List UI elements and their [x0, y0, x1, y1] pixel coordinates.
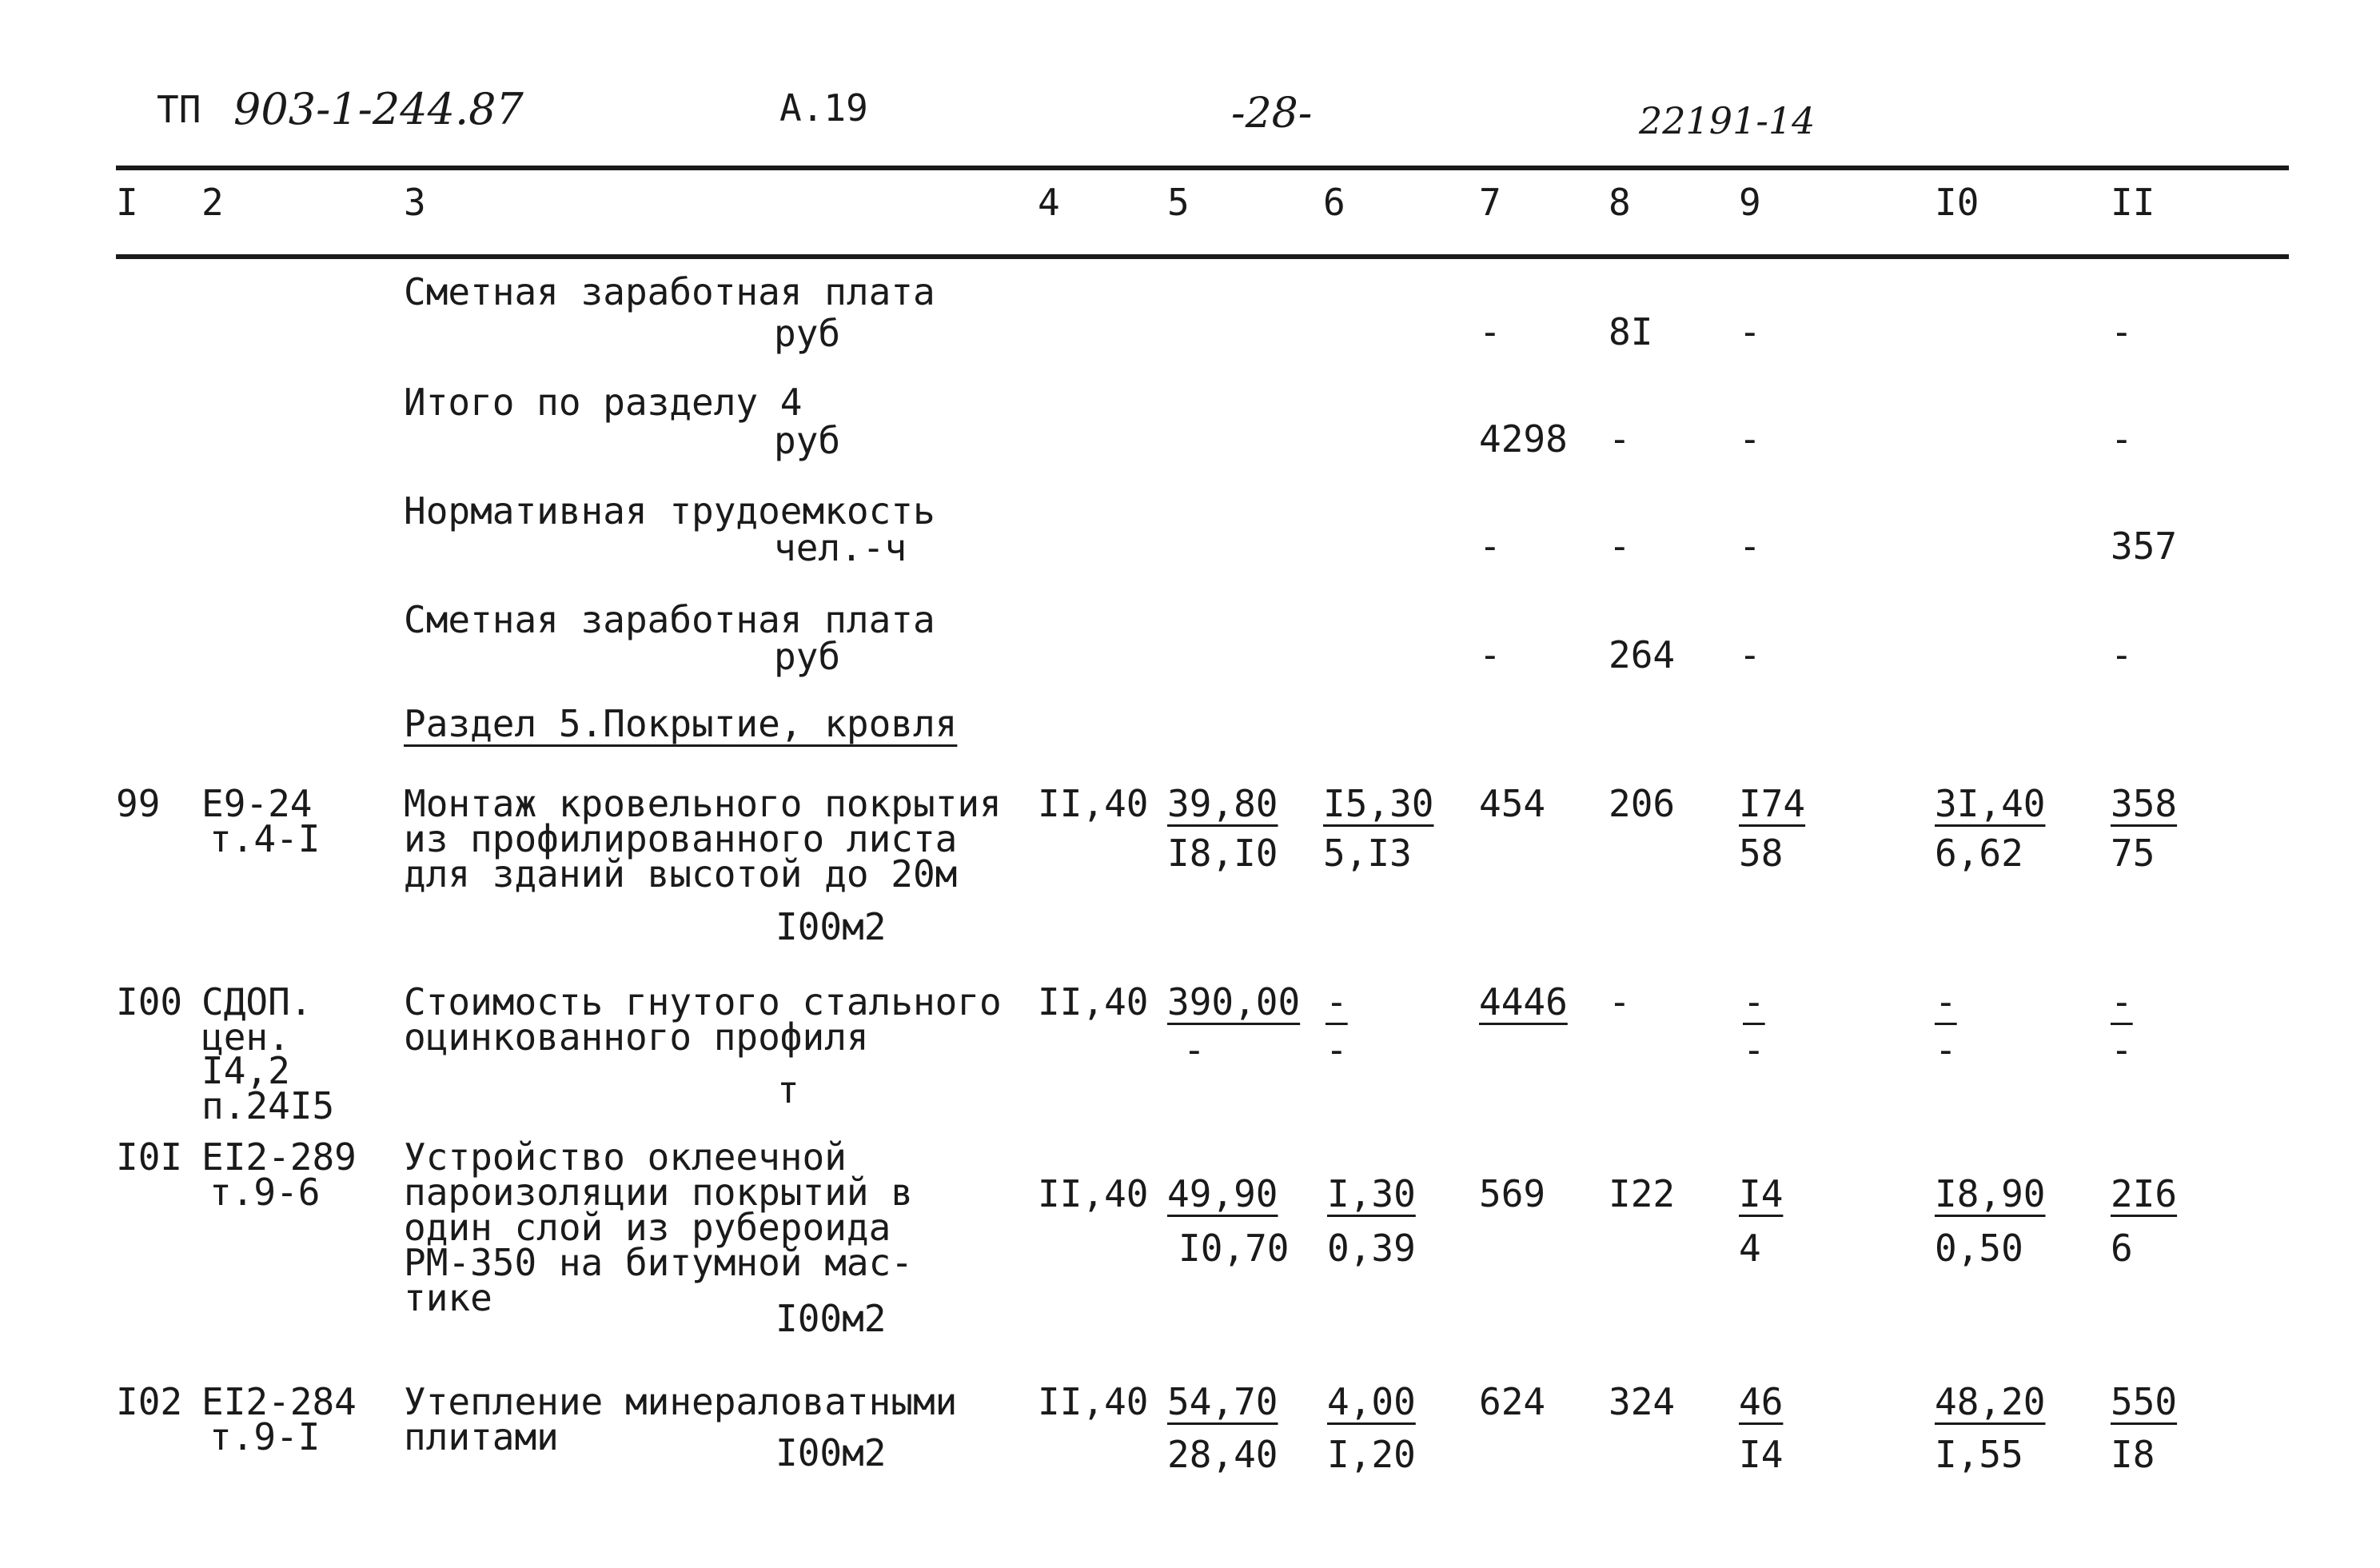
cell-col6-bottom: - — [1326, 1028, 1348, 1071]
cell-col4: II,40 — [1038, 1380, 1149, 1423]
work-description: тике — [404, 1276, 492, 1319]
norm-code: т.9-6 — [209, 1171, 321, 1214]
cell-col9-top: - — [1743, 980, 1765, 1023]
cell-col9: - — [1739, 633, 1761, 676]
col-9-header: 9 — [1739, 181, 1761, 224]
work-description: Устройство оклеечной — [404, 1135, 847, 1179]
cell-col9: - — [1739, 525, 1761, 568]
cell-col7: 4446 — [1479, 980, 1568, 1023]
cell-col11: - — [2111, 310, 2133, 353]
measure-unit: I00м2 — [775, 1297, 887, 1340]
cell-col11-top: - — [2111, 980, 2133, 1023]
cell-col9-bottom: I4 — [1739, 1433, 1784, 1476]
col-3-header: 3 — [404, 181, 426, 224]
cell-col7: 454 — [1479, 782, 1546, 825]
col-8-header: 8 — [1609, 181, 1631, 224]
album-number: А.19 — [779, 86, 868, 130]
cell-col8: - — [1609, 417, 1631, 461]
cell-col9-top: 46 — [1739, 1380, 1784, 1423]
cell-col7: 624 — [1479, 1380, 1546, 1423]
col-2-header: 2 — [201, 181, 224, 224]
work-description: пароизоляции покрытий в — [404, 1171, 913, 1214]
cell-col9-top: I4 — [1739, 1172, 1784, 1215]
summary-title: Сметная заработная плата — [404, 270, 935, 313]
col-4-header: 4 — [1038, 181, 1060, 224]
work-description: для зданий высотой до 20м — [404, 852, 958, 896]
cell-col8: 324 — [1609, 1380, 1676, 1423]
cell-col11-bottom: I8 — [2111, 1433, 2155, 1476]
work-description: РМ-350 на битумной мас- — [404, 1241, 913, 1284]
cell-col11: - — [2111, 633, 2133, 676]
cell-col9: - — [1739, 310, 1761, 353]
cell-col10-top: I8,90 — [1935, 1172, 2046, 1215]
cell-col5-bottom: - — [1183, 1028, 1206, 1071]
col-7-header: 7 — [1479, 181, 1501, 224]
cell-col9-bottom: 58 — [1739, 832, 1784, 875]
cell-col10-top: - — [1935, 980, 1957, 1023]
cell-col7: - — [1479, 525, 1501, 568]
cell-col10-bottom: - — [1935, 1028, 1957, 1071]
summary-unit: руб — [774, 312, 841, 355]
summary-title: Итого по разделу 4 — [404, 381, 803, 424]
cell-col5-bottom: 28,40 — [1167, 1433, 1278, 1476]
cell-col6-top: 4,00 — [1327, 1380, 1416, 1423]
cell-col8: 8I — [1609, 310, 1653, 353]
cell-col9-bottom: 4 — [1739, 1227, 1761, 1270]
cell-col8: 264 — [1609, 633, 1676, 676]
cell-col10-bottom: 6,62 — [1935, 832, 2023, 875]
summary-title: Нормативная трудоемкость — [404, 489, 935, 533]
measure-unit: I00м2 — [775, 905, 887, 948]
col-1-header: I — [116, 181, 138, 224]
cell-col11-bottom: 6 — [2111, 1227, 2133, 1270]
cell-col10-top: 3I,40 — [1935, 782, 2046, 825]
cell-col5-top: 39,80 — [1167, 782, 1278, 825]
cell-col9: - — [1739, 417, 1761, 461]
cell-col6-bottom: 0,39 — [1327, 1227, 1416, 1270]
summary-unit: руб — [774, 635, 841, 678]
cell-col10-top: 48,20 — [1935, 1380, 2046, 1423]
cell-col5-top: 390,00 — [1167, 980, 1301, 1023]
cell-col6-top: - — [1326, 980, 1348, 1023]
norm-code: т.9-I — [209, 1415, 321, 1458]
cell-col4: II,40 — [1038, 782, 1149, 825]
cell-col5-bottom: I0,70 — [1178, 1227, 1290, 1270]
row-number: I00 — [116, 980, 183, 1023]
work-description: плитами — [404, 1415, 559, 1458]
work-description: Утепление минераловатными — [404, 1380, 958, 1423]
cell-col11: 357 — [2111, 525, 2178, 568]
work-description: один слой из рубероида — [404, 1206, 891, 1249]
norm-code: I4,2 — [201, 1049, 290, 1092]
cell-col6-bottom: 5,I3 — [1323, 832, 1412, 875]
work-description: Монтаж кровельного покрытия — [404, 782, 1002, 825]
row-number: I02 — [116, 1380, 183, 1423]
cell-col8: - — [1609, 525, 1631, 568]
work-description: оцинкованного профиля — [404, 1015, 869, 1059]
col-5-header: 5 — [1167, 181, 1190, 224]
row-number: 99 — [116, 782, 161, 825]
norm-code: СДОП. — [201, 980, 313, 1023]
col-6-header: 6 — [1323, 181, 1345, 224]
cell-col7: - — [1479, 633, 1501, 676]
cell-col10-bottom: I,55 — [1935, 1433, 2023, 1476]
page-number: -28- — [1231, 90, 1313, 138]
summary-unit: чел.-ч — [774, 526, 907, 569]
cell-col6-top: I,30 — [1327, 1172, 1416, 1215]
cell-col8: I22 — [1609, 1172, 1676, 1215]
cell-col7: 4298 — [1479, 417, 1568, 461]
norm-code: ЕI2-284 — [201, 1380, 357, 1423]
cell-col5-top: 54,70 — [1167, 1380, 1278, 1423]
work-description: из профилированного листа — [404, 817, 958, 860]
measure-unit: т — [777, 1068, 799, 1111]
tp-number: 903-1-244.87 — [233, 84, 524, 134]
cell-col5-bottom: I8,I0 — [1167, 832, 1278, 875]
norm-code: т.4-I — [209, 817, 321, 860]
measure-unit: I00м2 — [775, 1431, 887, 1474]
cell-col7: - — [1479, 310, 1501, 353]
norm-code: Е9-24 — [201, 782, 313, 825]
cell-col11-top: 550 — [2111, 1380, 2178, 1423]
cell-col9-top: I74 — [1739, 782, 1806, 825]
cell-col8: - — [1609, 980, 1631, 1023]
tp-prefix: ТП — [157, 88, 201, 131]
cell-col11-top: 2I6 — [2111, 1172, 2178, 1215]
cell-col11: - — [2111, 417, 2133, 461]
norm-code: цен. — [201, 1015, 290, 1059]
norm-code: ЕI2-289 — [201, 1135, 357, 1179]
cell-col7: 569 — [1479, 1172, 1546, 1215]
col-11-header: II — [2111, 181, 2155, 224]
cell-col11-bottom: - — [2111, 1028, 2133, 1071]
cell-col4: II,40 — [1038, 980, 1149, 1023]
cell-col5-top: 49,90 — [1167, 1172, 1278, 1215]
header-top-rule — [116, 166, 2289, 170]
norm-code: п.24I5 — [201, 1084, 335, 1127]
document-code: 22191-14 — [1639, 99, 1816, 142]
cell-col6-top: I5,30 — [1323, 782, 1434, 825]
work-description: Стоимость гнутого стального — [404, 980, 1002, 1023]
summary-title: Сметная заработная плата — [404, 598, 935, 641]
header-bottom-rule — [116, 254, 2289, 259]
cell-col11-top: 358 — [2111, 782, 2178, 825]
cell-col4: II,40 — [1038, 1172, 1149, 1215]
cell-col9-bottom: - — [1743, 1028, 1765, 1071]
cell-col6-bottom: I,20 — [1327, 1433, 1416, 1476]
row-number: I0I — [116, 1135, 183, 1179]
col-10-header: I0 — [1935, 181, 1979, 224]
cell-col10-bottom: 0,50 — [1935, 1227, 2023, 1270]
summary-unit: руб — [774, 419, 841, 462]
cell-col11-bottom: 75 — [2111, 832, 2155, 875]
section-5-title: Раздел 5.Покрытие, кровля — [404, 702, 958, 745]
cell-col8: 206 — [1609, 782, 1676, 825]
